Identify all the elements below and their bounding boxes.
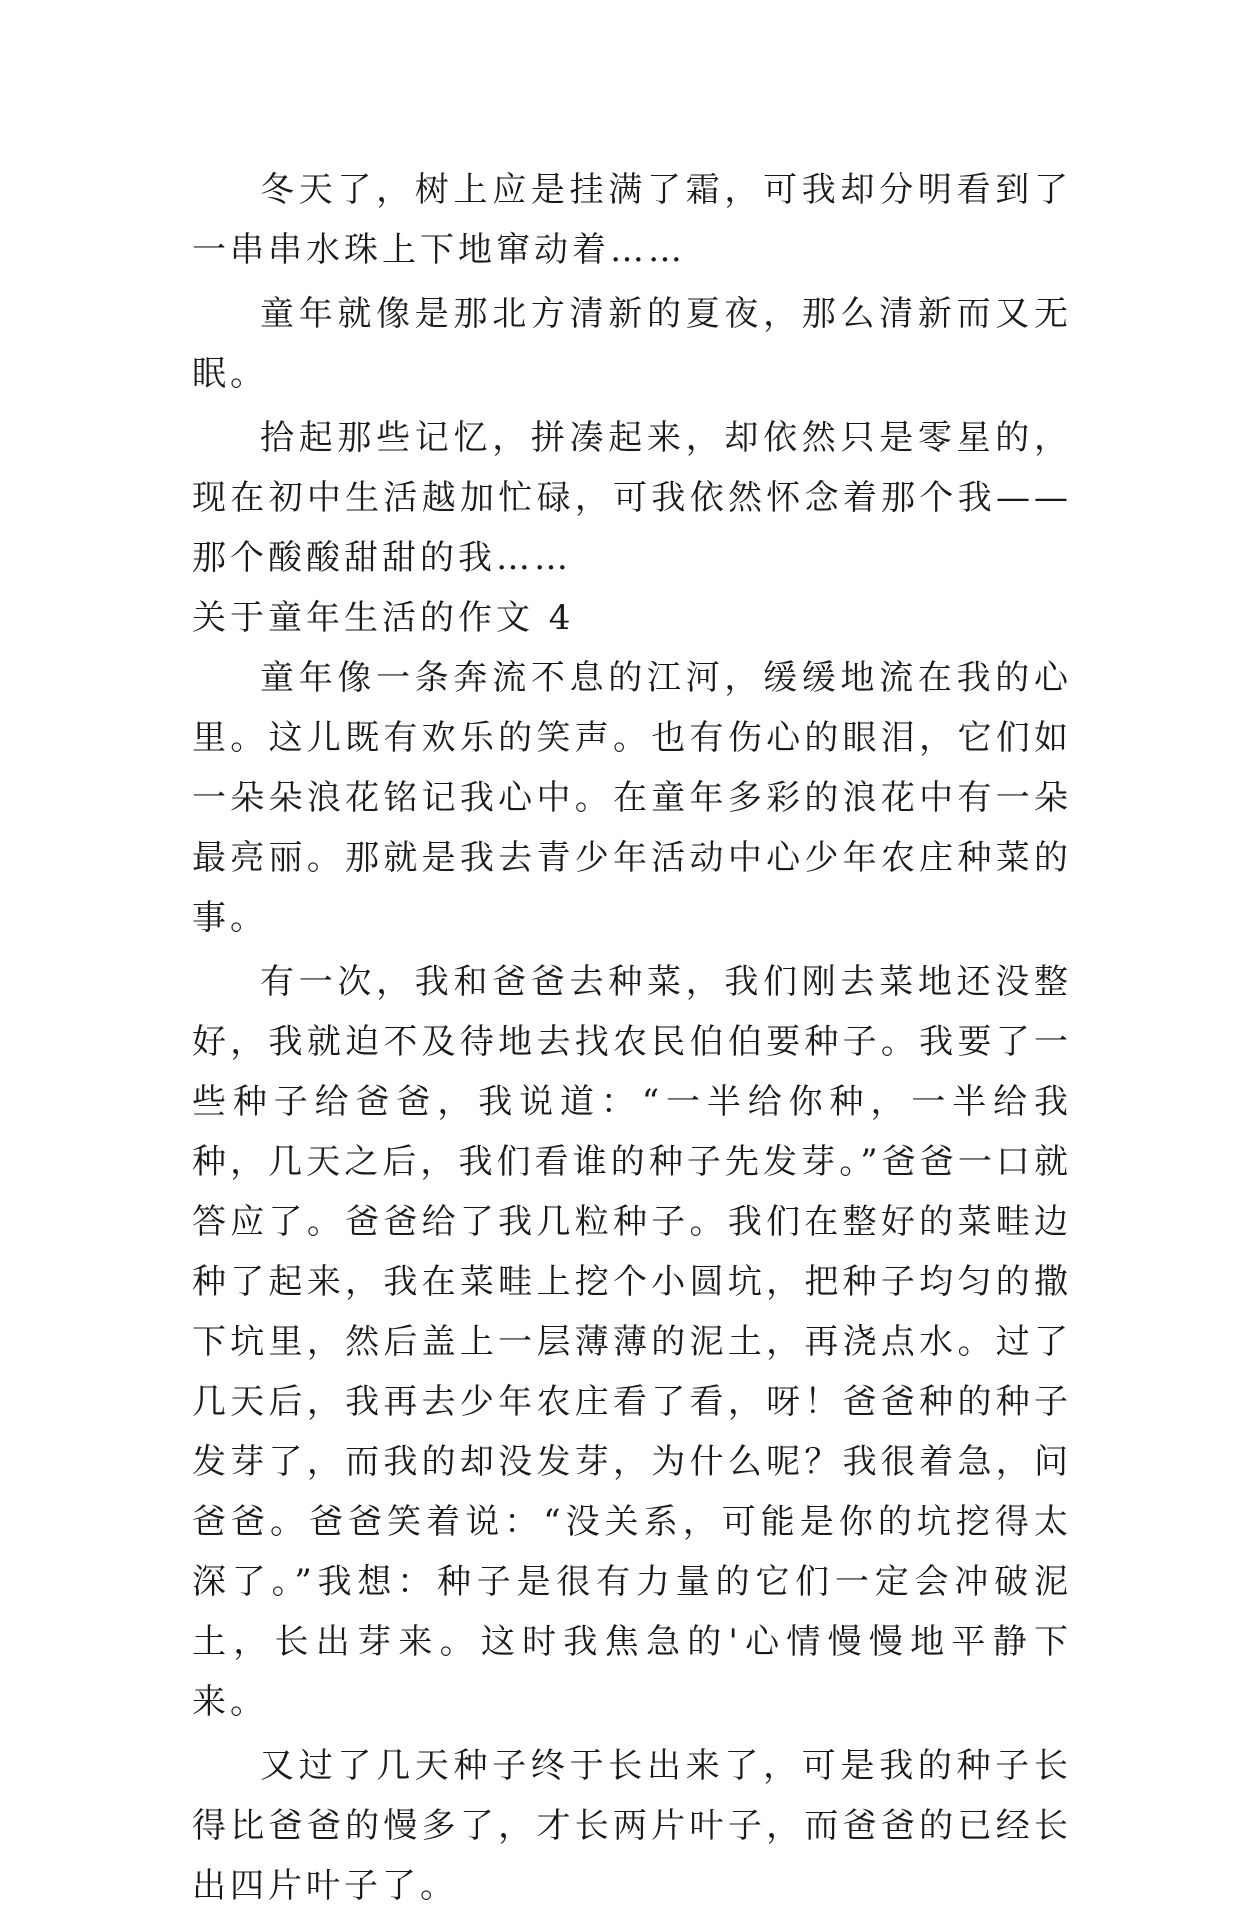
paragraph-memories: 拾起那些记忆，拼凑起来，却依然只是零星的，现在初中生活越加忙碌，可我依然怀念着那个我——那个酸酸甜甜的我…… <box>192 418 1072 578</box>
document-body <box>192 160 1072 1916</box>
paragraph-planting: 有一次，我和爸爸去种菜，我们刚去菜地还没整好，我就迫不及待地去找农民伯伯要种子。我要了一些种子给爸爸，我说道：“一半给你种，一半给我种，几天之后，我们看谁的种子先发芽。”爸爸一口就答应了。爸爸给了我几粒种子。我们在整好的菜畦边种了起来，我在菜畦上挖个小圆坑，把种子均匀的撒下坑里，然后盖上一层薄薄的泥土，再浇点水。过了几天后，我再去少年农庄看了看，呀！爸爸种的种子发芽了，而我的却没发芽，为什么呢？我很着急，问爸爸。爸爸笑着说：“没关系，可能是你的坑挖得太深了。”我想：种子是很有力量的它们一定会冲破泥土，长出芽来。这时我焦急的'心情慢慢地平静下来。 <box>192 962 1072 1722</box>
paragraph-sprouting: 又过了几天种子终于长出来了，可是我的种子长得比爸爸的慢多了，才长两片叶子，而爸爸的已经长出四片叶子了。 <box>192 1746 1072 1906</box>
paragraph-winter: 冬天了，树上应是挂满了霜，可我却分明看到了一串串水珠上下地窜动着…… <box>192 170 1072 270</box>
paragraph-childhood-night: 童年就像是那北方清新的夏夜，那么清新而又无眠。 <box>192 294 1072 394</box>
paragraph-river: 童年像一条奔流不息的江河，缓缓地流在我的心里。这儿既有欢乐的笑声。也有伤心的眼泪，它们如一朵朵浪花铭记我心中。在童年多彩的浪花中有一朵最亮丽。那就是我去青少年活动中心少年农庄种菜的事。 <box>192 658 1072 938</box>
essay-heading: 关于童年生活的作文 4 <box>192 598 575 638</box>
